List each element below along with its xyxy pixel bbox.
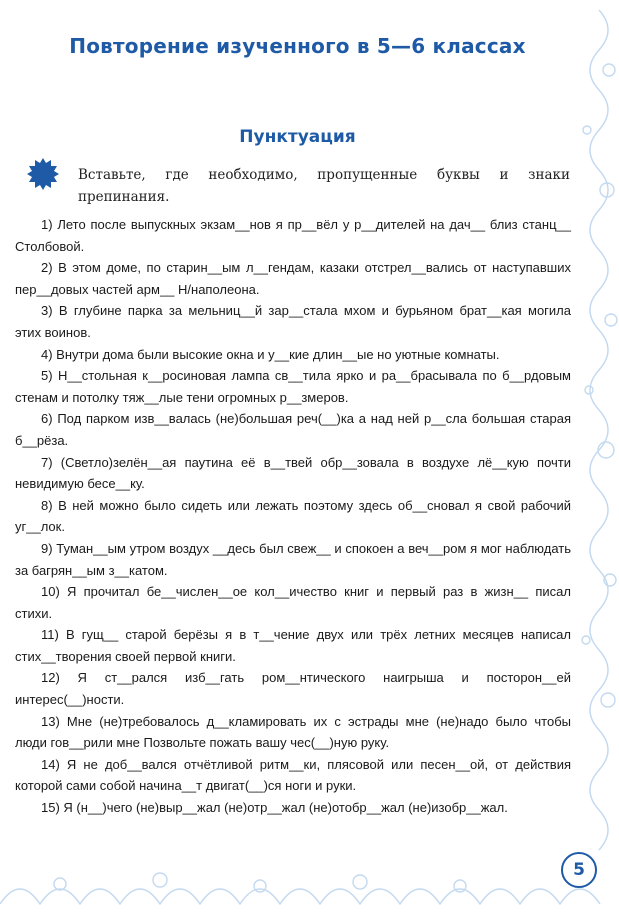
exercise-item-12: 12) Я ст__рался изб__гать ром__нтического наигрыша и посторон__ей интерес(__)ности.	[15, 670, 571, 708]
exercise-item-8: 8) В ней можно было сидеть или лежать поэтому здесь об__сновал я свой рабочий уг__лок.	[15, 497, 571, 535]
blue-star-bullet-icon	[27, 158, 59, 190]
task-instruction: Вставьте, где необходимо, пропущенные буквы и знаки препинания.	[78, 167, 570, 205]
exercise-item-5: 5) Н__стольная к__росиновая лампа св__тила ярко и ра__брасывала по б__рдовым стенам и потолку тяж__лые тени огромных р__змеров.	[15, 368, 571, 405]
exercise-item-14: 14) Я не доб__вался отчётливой ритм__ки, плясовой или песен__ой, от действия которой сами собой начина__т двигат(__)ся ноги и руки.	[15, 756, 571, 794]
page-title: Повторение изученного в 5—6 классах	[69, 34, 526, 58]
exercise-item-6: 6) Под парком изв__валась (не)большая реч(__)ка а над ней р__сла большая старая б__рёза.	[15, 411, 571, 448]
exercise-item-13: 13) Мне (не)требовалось д__кламировать их с эстрады мне (не)надо было чтобы люди гов__рили мне Позвольте пожать вашу чес(__)ную руку.	[15, 713, 571, 751]
exercise-item-10: 10) Я прочитал бе__числен__ое кол__ичество книг и первый раз в жизн__ писал стихи.	[15, 584, 571, 621]
exercise-item-7: 7) (Светло)зелён__ая паутина её в__твей обр__зовала в воздухе лё__кую почти невидимую бесе__ку.	[15, 454, 571, 492]
page-number: 5	[561, 852, 597, 888]
exercise-item-1: 1) Лето после выпускных экзам__нов я пр__вёл у р__дителей на дач__ близ станц__ Столбовой.	[15, 217, 571, 254]
section-title: Пунктуация	[239, 127, 356, 147]
exercise-item-4: 4) Внутри дома были высокие окна и у__кие длин__ые но уютные комнаты.	[41, 346, 500, 362]
exercise-item-9: 9) Туман__ым утром воздух __десь был свеж__ и спокоен а веч__ром я мог наблюдать за багрян__ым з__катом.	[15, 540, 571, 578]
exercise-item-15: 15) Я (н__)чего (не)выр__жал (не)отр__жал (не)отобр__жал (не)изобр__жал.	[41, 800, 508, 816]
floral-ornament-bottom	[0, 844, 619, 914]
exercise-item-3: 3) В глубине парка за мельниц__й зар__стала мхом и бурьяном брат__кая могила этих воинов.	[15, 303, 571, 340]
exercise-item-11: 11) В гущ__ старой берёзы я в т__чение двух или трёх летних месяцев написал стих__творения своей первой книги.	[15, 627, 571, 664]
exercise-item-2: 2) В этом доме, по старин__ым л__гендам, казаки отстрел__вались от наступавших пер__довых частей арм__ Н/наполеона.	[15, 260, 571, 297]
exercise-list	[15, 214, 571, 819]
